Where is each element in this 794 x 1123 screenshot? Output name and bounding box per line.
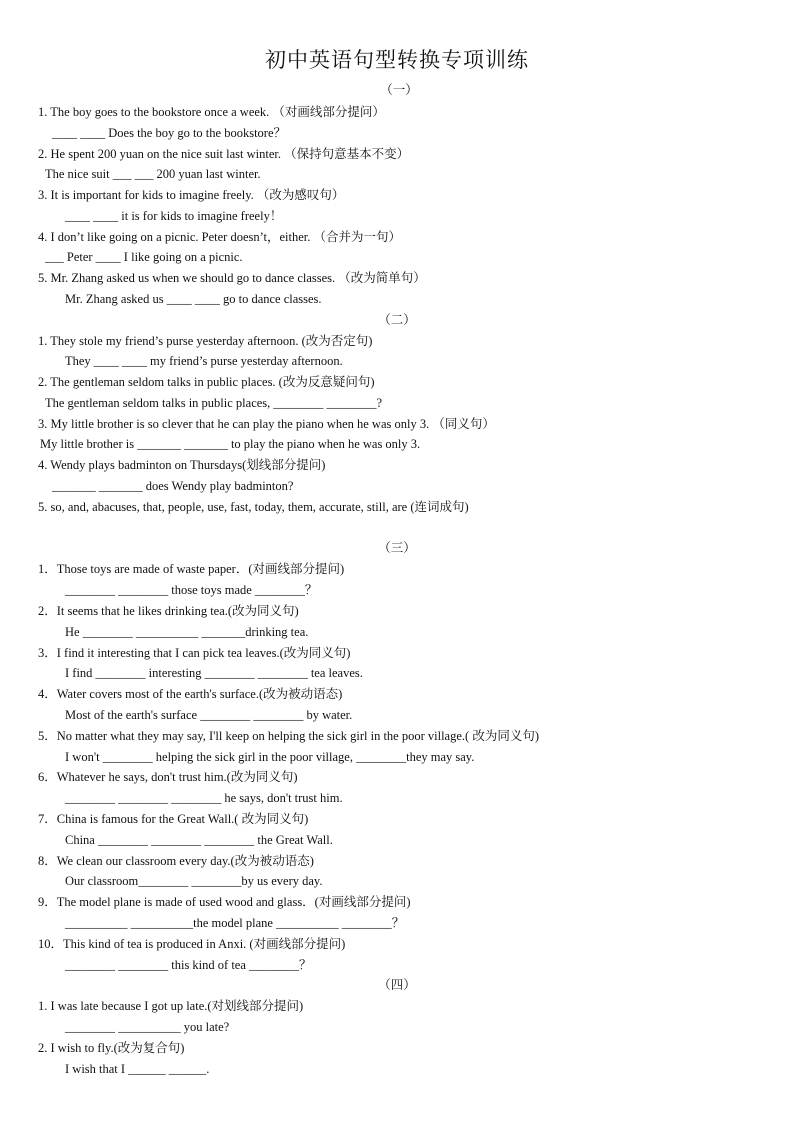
section-heading-4: （四） — [378, 978, 416, 992]
exercise-line: 4. I don’t like going on a picnic. Peter doesn’t，either. （合并为一句） — [38, 230, 402, 244]
exercise-line: 5．No matter what they may say, I'll keep on helping the sick girl in the poor village.( 改为同义句) — [38, 729, 539, 743]
exercise-line: ________ ________ those toys made ________？ — [65, 583, 318, 597]
exercise-line: ________ __________ you late? — [65, 1020, 230, 1034]
exercise-line: 8．We clean our classroom every day.(改为被动语态) — [38, 854, 314, 868]
exercise-line: _______ _______ does Wendy play badminton? — [52, 479, 294, 493]
exercise-line: 9．The model plane is made of used wood and glass．(对画线部分提问) — [38, 895, 411, 909]
exercise-line: ________ ________ this kind of tea ________？ — [65, 958, 312, 972]
exercise-line: 2. He spent 200 yuan on the nice suit last winter. （保持句意基本不变） — [38, 147, 410, 161]
exercise-line: 1. They stole my friend’s purse yesterday afternoon. (改为否定句) — [38, 334, 373, 348]
exercise-line: __________ __________the model plane __________ ________？ — [65, 916, 405, 930]
exercise-line: 5. so, and, abacuses, that, people, use, fast, today, them, accurate, still, are (连词成句) — [38, 500, 469, 514]
exercise-line: My little brother is _______ _______ to play the piano when he was only 3. — [40, 437, 421, 451]
exercise-line: 5. Mr. Zhang asked us when we should go to dance classes. （改为简单句） — [38, 271, 426, 285]
exercise-line: I wish that I ______ ______. — [65, 1062, 210, 1076]
exercise-line: Most of the earth's surface ________ ________ by water. — [65, 708, 353, 722]
exercise-line: 4．Water covers most of the earth's surface.(改为被动语态) — [38, 687, 343, 701]
exercise-line: 7．China is famous for the Great Wall.( 改为同义句) — [38, 812, 309, 826]
exercise-line: I won't ________ helping the sick girl in the poor village, ________they may say. — [65, 750, 475, 764]
exercise-line: Mr. Zhang asked us ____ ____ go to dance classes. — [65, 292, 322, 306]
exercise-line: 10．This kind of tea is produced in Anxi. (对画线部分提问) — [38, 937, 346, 951]
exercise-line: The gentleman seldom talks in public places, ________ ________? — [45, 396, 383, 410]
section-heading-2: （二） — [378, 313, 416, 327]
exercise-line: He ________ __________ _______drinking tea. — [65, 625, 309, 639]
exercise-line: 3. It is important for kids to imagine freely. （改为感叹句） — [38, 188, 345, 202]
exercise-line: China ________ ________ ________ the Great Wall. — [65, 833, 333, 847]
exercise-line: 3. My little brother is so clever that he can play the piano when he was only 3. （同义句） — [38, 417, 495, 431]
exercise-line: ___ Peter ____ I like going on a picnic. — [45, 250, 243, 264]
exercise-line: Our classroom________ ________by us every day. — [65, 874, 323, 888]
exercise-line: 1. I was late because I got up late.(对划线部分提问) — [38, 999, 304, 1013]
exercise-line: 4. Wendy plays badminton on Thursdays(划线部分提问) — [38, 458, 326, 472]
exercise-line: 1．Those toys are made of waste paper．(对画线部分提问) — [38, 562, 345, 576]
page-title: 初中英语句型转换专项训练 — [265, 48, 529, 72]
exercise-line: 1. The boy goes to the bookstore once a week. （对画线部分提问） — [38, 105, 385, 119]
exercise-line: 3．I find it interesting that I can pick tea leaves.(改为同义句) — [38, 646, 351, 660]
exercise-line: 2. The gentleman seldom talks in public places. (改为反意疑问句) — [38, 375, 375, 389]
exercise-line: 2. I wish to fly.(改为复合句) — [38, 1041, 185, 1055]
exercise-line: I find ________ interesting ________ ________ tea leaves. — [65, 666, 363, 680]
exercise-line: The nice suit ___ ___ 200 yuan last winter. — [45, 167, 261, 181]
exercise-line: ____ ____ it is for kids to imagine freely！ — [65, 209, 283, 223]
exercise-line: 2．It seems that he likes drinking tea.(改为同义句) — [38, 604, 299, 618]
exercise-line: ________ ________ ________ he says, don't trust him. — [65, 791, 343, 805]
exercise-line: 6．Whatever he says, don't trust him.(改为同义句) — [38, 770, 298, 784]
section-heading-3: （三） — [378, 541, 416, 555]
exercise-line: ____ ____ Does the boy go to the bookstore？ — [52, 126, 287, 140]
section-heading-1: （一） — [380, 83, 418, 97]
exercise-line: They ____ ____ my friend’s purse yesterday afternoon. — [65, 354, 343, 368]
